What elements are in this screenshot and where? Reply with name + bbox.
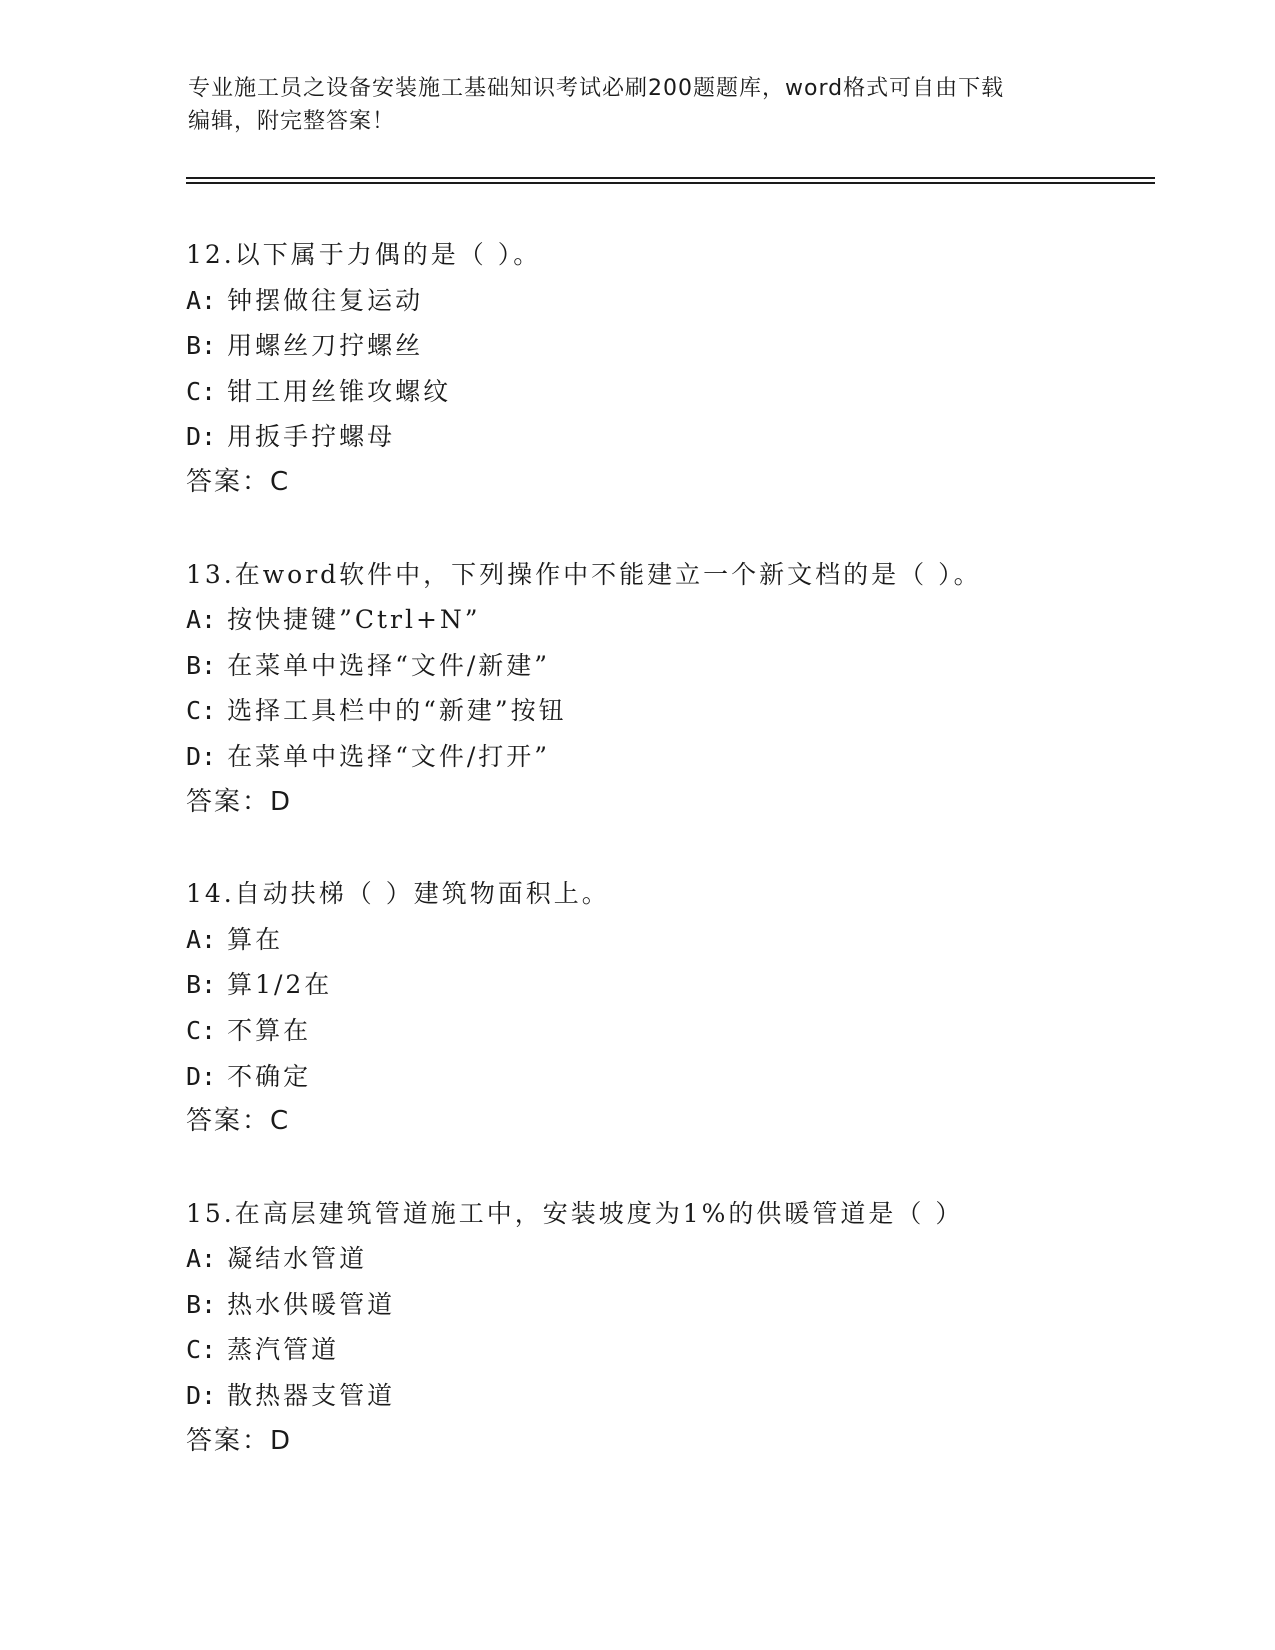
question-stem: 13.在word软件中，下列操作中不能建立一个新文档的是（ ）。 xyxy=(186,559,982,589)
option-d xyxy=(186,1373,1146,1419)
answer-line: 答案：C xyxy=(186,466,291,497)
option-label: A: xyxy=(186,285,217,315)
option-text: 蒸汽管道 xyxy=(227,1335,340,1365)
option-d xyxy=(186,734,1146,780)
option-label: A: xyxy=(186,924,217,954)
option-label: B: xyxy=(186,650,217,680)
option-text: 用扳手拧螺母 xyxy=(227,422,396,452)
option-label: C: xyxy=(186,1335,217,1365)
option-b xyxy=(186,643,1146,689)
option-c xyxy=(186,688,1146,734)
option-text: 钟摆做往复运动 xyxy=(227,285,424,315)
answer-line: 答案：D xyxy=(186,786,293,817)
option-a xyxy=(186,1236,1146,1282)
answer-line: 答案：D xyxy=(186,1425,293,1456)
answer-line: 答案：C xyxy=(186,1106,291,1137)
option-text: 散热器支管道 xyxy=(227,1381,396,1411)
option-c xyxy=(186,1327,1146,1373)
option-label: D: xyxy=(186,1061,217,1091)
question-14 xyxy=(186,871,1146,1145)
option-label: C: xyxy=(186,1015,217,1045)
question-15 xyxy=(186,1191,1146,1465)
option-text: 选择工具栏中的“新建”按钮 xyxy=(227,696,567,726)
option-c xyxy=(186,1008,1146,1054)
option-label: A: xyxy=(186,1244,217,1274)
question-stem: 12.以下属于力偶的是（ ）。 xyxy=(186,240,542,269)
document-header xyxy=(188,72,1088,138)
option-label: A: xyxy=(186,605,217,635)
header-divider-bottom xyxy=(186,182,1155,184)
option-a xyxy=(186,917,1146,963)
option-text: 钳工用丝锥攻螺纹 xyxy=(227,376,452,406)
option-label: D: xyxy=(186,741,217,771)
option-label: B: xyxy=(186,970,217,1000)
question-12 xyxy=(186,232,1146,506)
option-a xyxy=(186,597,1146,643)
option-b xyxy=(186,962,1146,1008)
header-title-line2: 编辑，附完整答案！ xyxy=(188,109,396,134)
option-b xyxy=(186,323,1146,369)
option-text: 在菜单中选择“文件/打开” xyxy=(227,741,551,771)
option-label: D: xyxy=(186,1381,217,1411)
option-text: 算在 xyxy=(227,924,284,954)
option-text: 用螺丝刀拧螺丝 xyxy=(227,331,424,361)
question-stem: 14.自动扶梯（ ）建筑物面积上。 xyxy=(186,879,610,909)
option-text: 热水供暖管道 xyxy=(227,1289,396,1319)
option-label: B: xyxy=(186,1289,217,1319)
option-label: B: xyxy=(186,331,217,361)
question-13 xyxy=(186,552,1146,826)
option-d xyxy=(186,1054,1146,1100)
option-label: C: xyxy=(186,376,217,406)
option-c xyxy=(186,369,1146,415)
option-text: 凝结水管道 xyxy=(227,1244,368,1274)
option-d xyxy=(186,414,1146,460)
option-a xyxy=(186,278,1146,324)
option-b xyxy=(186,1282,1146,1328)
question-list xyxy=(186,232,1146,1510)
option-text: 算1/2在 xyxy=(227,970,333,1000)
header-title-line1: 专业施工员之设备安装施工基础知识考试必刷200题题库，word格式可自由下载 xyxy=(188,76,1005,101)
header-divider-top xyxy=(186,177,1155,179)
option-text: 不确定 xyxy=(227,1061,312,1091)
option-label: D: xyxy=(186,422,217,452)
option-text: 在菜单中选择“文件/新建” xyxy=(227,650,551,680)
option-text: 按快捷键”Ctrl+N” xyxy=(227,605,481,635)
option-text: 不算在 xyxy=(227,1015,312,1045)
question-stem: 15.在高层建筑管道施工中，安装坡度为1%的供暖管道是（ ） xyxy=(186,1198,964,1228)
option-label: C: xyxy=(186,696,217,726)
